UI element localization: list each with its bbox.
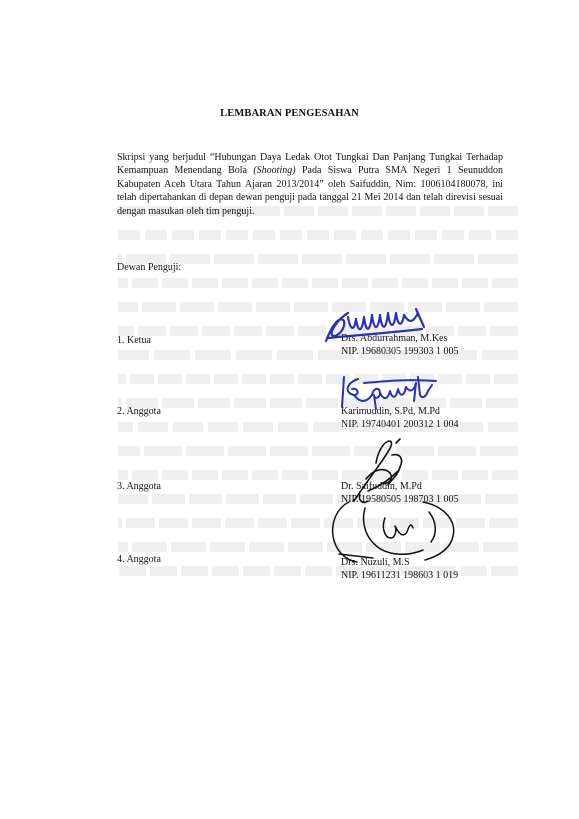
approval-paragraph [117,151,503,218]
examiner-4-nip: NIP. 19611231 198603 1 019 [341,570,459,581]
examiner-3-nip: NIP. 19580505 198703 1 005 [341,494,459,505]
examiners-label: Dewan Penguji: [117,262,182,273]
examiner-1-name: Drs. Abdurrahman, M.Kes [341,333,448,344]
page-title: LEMBARAN PENGESAHAN [220,108,359,119]
examiner-4-name: Drs. Nuzuli, M.S [341,557,410,568]
examiner-2-role: 2. Anggota [117,406,161,417]
examiner-2-nip: NIP. 19740401 200312 1 004 [341,419,459,430]
paragraph-intro: Skripsi yang berjudul “Hubungan Daya Ledak Otot Tungkai Dan Panjang Tungkai Terhadap Kemampuan Menendang Bola [117,152,503,177]
examiner-1-nip: NIP. 19680305 199303 1 005 [341,346,459,357]
paragraph-italic: (Shooting) [253,165,296,177]
examiner-3-role: 3. Anggota [117,481,161,492]
examiner-3-block [341,480,459,506]
examiner-1-role: 1. Ketua [117,335,151,346]
examiner-4-role: 4. Anggota [117,554,161,565]
examiner-3-name: Dr. Saifuddin, M.Pd [341,481,422,492]
examiner-2-block [341,405,459,431]
examiner-2-name: Karimuddin, S.Pd, M.Pd [341,406,440,417]
paragraph-rest: Pada Siswa Putra SMA Negeri 1 Seunuddon Kabupaten Aceh Utara Tahun Ajaran 2013/2014” oleh Saifuddin, Nim: 1006104180078, ini telah dipertahankan di depan dewan penguji pada tanggal 21 Mei 2014 dan telah direvisi sesuai dengan masukan oleh tim penguji. [117,165,503,217]
examiner-1-block [341,332,459,358]
examiner-4-block [341,556,458,582]
